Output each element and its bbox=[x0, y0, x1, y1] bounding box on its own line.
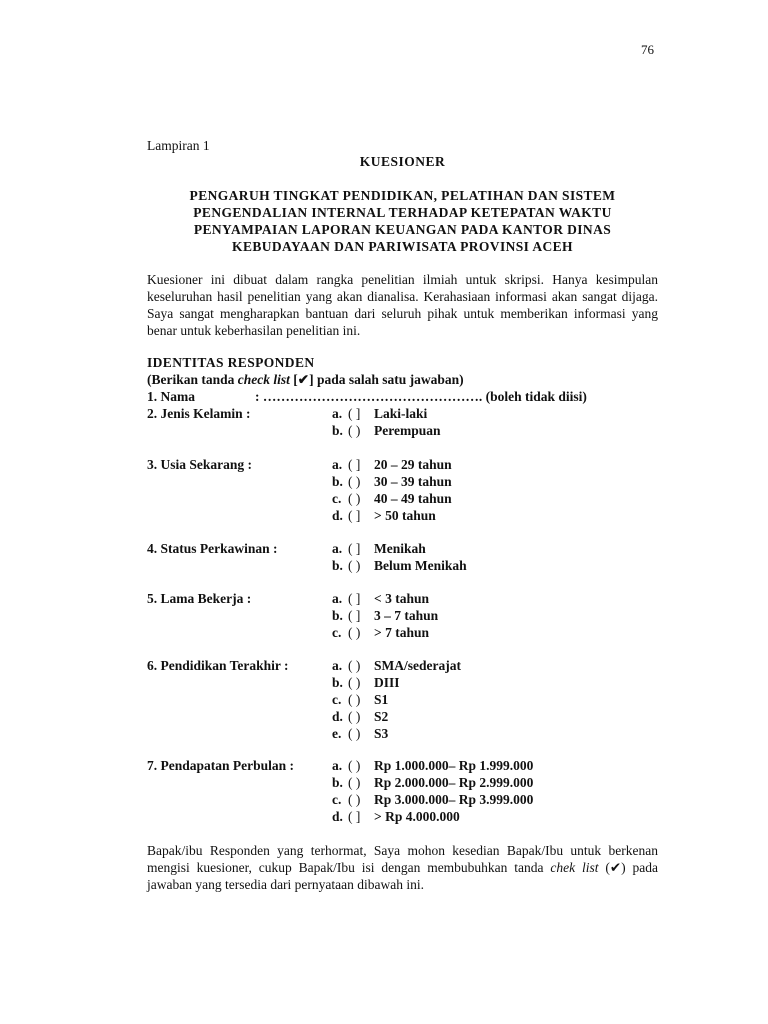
option-text: Belum Menikah bbox=[374, 558, 467, 573]
option-letter: d. bbox=[332, 809, 343, 824]
option-letter: a. bbox=[332, 406, 343, 421]
option-letter: c. bbox=[332, 692, 342, 707]
closing-text: Bapak/ibu Responden yang terhormat, Saya mohon kesedian Bapak/Ibu untuk berkenan mengisi kuesioner, cukup Bapak/Ibu isi dengan membubuhkan tanda bbox=[147, 843, 658, 875]
question-label: 4. Status Perkawinan : bbox=[147, 541, 278, 556]
option-text: Menikah bbox=[374, 541, 426, 556]
option-checkbox[interactable]: ( ) bbox=[348, 775, 361, 790]
answer-option[interactable] bbox=[332, 792, 533, 808]
name-label: 1. Nama bbox=[147, 389, 195, 404]
option-text: > 7 tahun bbox=[374, 625, 429, 640]
answer-option[interactable] bbox=[332, 508, 436, 524]
name-colon: : bbox=[255, 389, 260, 404]
option-text: 30 – 39 tahun bbox=[374, 474, 452, 489]
option-letter: b. bbox=[332, 775, 343, 790]
option-letter: b. bbox=[332, 474, 343, 489]
answer-option[interactable] bbox=[332, 675, 400, 691]
answer-option[interactable] bbox=[332, 758, 533, 774]
answer-option[interactable] bbox=[332, 591, 429, 607]
option-letter: c. bbox=[332, 491, 342, 506]
research-title-line: PENGENDALIAN INTERNAL TERHADAP KETEPATAN WAKTU bbox=[193, 205, 612, 220]
answer-option[interactable] bbox=[332, 491, 452, 507]
option-checkbox[interactable]: ( ) bbox=[348, 692, 361, 707]
option-letter: b. bbox=[332, 558, 343, 573]
option-text: S1 bbox=[374, 692, 389, 707]
option-text: Perempuan bbox=[374, 423, 441, 438]
intro-paragraph: Kuesioner ini dibuat dalam rangka penelitian ilmiah untuk skripsi. Hanya kesimpulan keseluruhan hasil penelitian yang akan dianalisa. Kerahasiaan informasi akan sangat dijaga. Saya sangat mengharapkan bantuan dari seluruh pihak untuk memberikan informasi yang benar untuk keberhasilan penelitian ini. bbox=[147, 272, 658, 338]
answer-option[interactable] bbox=[332, 457, 452, 473]
answer-option[interactable] bbox=[332, 726, 388, 742]
option-checkbox[interactable]: ( ) bbox=[348, 792, 361, 807]
option-checkbox[interactable]: ( ] bbox=[348, 508, 361, 523]
option-letter: a. bbox=[332, 457, 343, 472]
option-checkbox[interactable]: ( ) bbox=[348, 558, 361, 573]
answer-option[interactable] bbox=[332, 558, 467, 574]
option-text: 40 – 49 tahun bbox=[374, 491, 452, 506]
option-letter: c. bbox=[332, 792, 342, 807]
option-text: S2 bbox=[374, 709, 389, 724]
question-label: 3. Usia Sekarang : bbox=[147, 457, 253, 472]
research-title-line: KEBUDAYAAN DAN PARIWISATA PROVINSI ACEH bbox=[232, 239, 573, 254]
answer-option[interactable] bbox=[332, 809, 460, 825]
closing-italic: chek list bbox=[550, 860, 599, 875]
option-text: 3 – 7 tahun bbox=[374, 608, 439, 623]
answer-option[interactable] bbox=[332, 625, 429, 641]
answer-option[interactable] bbox=[332, 658, 461, 674]
option-checkbox[interactable]: ( ] bbox=[348, 809, 361, 824]
checkmark-icon: (✔) bbox=[598, 860, 633, 875]
option-text: S3 bbox=[374, 726, 389, 741]
option-letter: a. bbox=[332, 758, 343, 773]
option-letter: a. bbox=[332, 541, 343, 556]
instruction-line bbox=[147, 372, 464, 388]
option-letter: c. bbox=[332, 625, 342, 640]
name-field[interactable] bbox=[255, 389, 587, 405]
answer-option[interactable] bbox=[332, 423, 441, 439]
option-checkbox[interactable]: ( ] bbox=[348, 591, 361, 606]
answer-option[interactable] bbox=[332, 608, 438, 624]
answer-option[interactable] bbox=[332, 406, 427, 422]
name-row bbox=[147, 389, 195, 405]
option-text: Rp 1.000.000– Rp 1.999.000 bbox=[374, 758, 534, 773]
option-checkbox[interactable]: ( ) bbox=[348, 675, 361, 690]
question-label: 2. Jenis Kelamin : bbox=[147, 406, 251, 421]
answer-option[interactable] bbox=[332, 474, 452, 490]
option-checkbox[interactable]: ( ) bbox=[348, 758, 361, 773]
research-title bbox=[147, 187, 658, 255]
option-letter: b. bbox=[332, 608, 343, 623]
question-label: 6. Pendidikan Terakhir : bbox=[147, 658, 289, 673]
option-checkbox[interactable]: ( ) bbox=[348, 423, 361, 438]
question-label: 5. Lama Bekerja : bbox=[147, 591, 252, 606]
answer-option[interactable] bbox=[332, 541, 426, 557]
question-label: 7. Pendapatan Perbulan : bbox=[147, 758, 295, 773]
option-checkbox[interactable]: ( ) bbox=[348, 658, 361, 673]
research-title-line: PENYAMPAIAN LAPORAN KEUANGAN PADA KANTOR DINAS bbox=[193, 222, 612, 237]
option-checkbox[interactable]: ( ] bbox=[348, 457, 361, 472]
appendix-label: Lampiran 1 bbox=[147, 138, 210, 153]
option-text: Rp 2.000.000– Rp 2.999.000 bbox=[374, 775, 534, 790]
page-number: 76 bbox=[641, 42, 654, 57]
option-checkbox[interactable]: ( ) bbox=[348, 709, 361, 724]
option-checkbox[interactable]: ( ] bbox=[348, 406, 361, 421]
option-text: DIII bbox=[374, 675, 400, 690]
closing-suffix: pada jawaban yang tersedia dari pernyataan dibawah ini. bbox=[147, 860, 658, 892]
option-checkbox[interactable]: ( ] bbox=[348, 608, 361, 623]
option-letter: e. bbox=[332, 726, 342, 741]
option-checkbox[interactable]: ( ) bbox=[348, 625, 361, 640]
answer-option[interactable] bbox=[332, 775, 533, 791]
instruction-prefix: (Berikan tanda bbox=[147, 372, 238, 387]
option-letter: a. bbox=[332, 591, 343, 606]
option-text: Rp 3.000.000– Rp 3.999.000 bbox=[374, 792, 534, 807]
document-title: KUESIONER bbox=[359, 154, 446, 169]
option-checkbox[interactable]: ( ) bbox=[348, 726, 361, 741]
checkmark-icon: [✔] bbox=[289, 372, 317, 387]
name-dots: …………………………………………. bbox=[262, 389, 483, 404]
option-letter: d. bbox=[332, 709, 343, 724]
option-letter: b. bbox=[332, 423, 343, 438]
option-checkbox[interactable]: ( ) bbox=[348, 491, 361, 506]
answer-option[interactable] bbox=[332, 709, 388, 725]
answer-option[interactable] bbox=[332, 692, 388, 708]
option-text: > Rp 4.000.000 bbox=[374, 809, 460, 824]
closing-paragraph bbox=[147, 842, 658, 893]
instruction-suffix: pada salah satu jawaban) bbox=[316, 372, 464, 387]
option-letter: b. bbox=[332, 675, 343, 690]
option-letter: a. bbox=[332, 658, 343, 673]
option-checkbox[interactable]: ( ] bbox=[348, 541, 361, 556]
option-text: SMA/sederajat bbox=[374, 658, 461, 673]
instruction-italic: check list bbox=[237, 372, 290, 387]
research-title-line: PENGARUH TINGKAT PENDIDIKAN, PELATIHAN DAN SISTEM bbox=[189, 188, 616, 203]
option-text: 20 – 29 tahun bbox=[374, 457, 452, 472]
option-letter: d. bbox=[332, 508, 343, 523]
name-note: (boleh tidak diisi) bbox=[485, 389, 587, 404]
option-checkbox[interactable]: ( ) bbox=[348, 474, 361, 489]
identity-heading: IDENTITAS RESPONDEN bbox=[147, 355, 315, 370]
option-text: > 50 tahun bbox=[374, 508, 436, 523]
option-text: Laki-laki bbox=[374, 406, 428, 421]
option-text: < 3 tahun bbox=[374, 591, 429, 606]
